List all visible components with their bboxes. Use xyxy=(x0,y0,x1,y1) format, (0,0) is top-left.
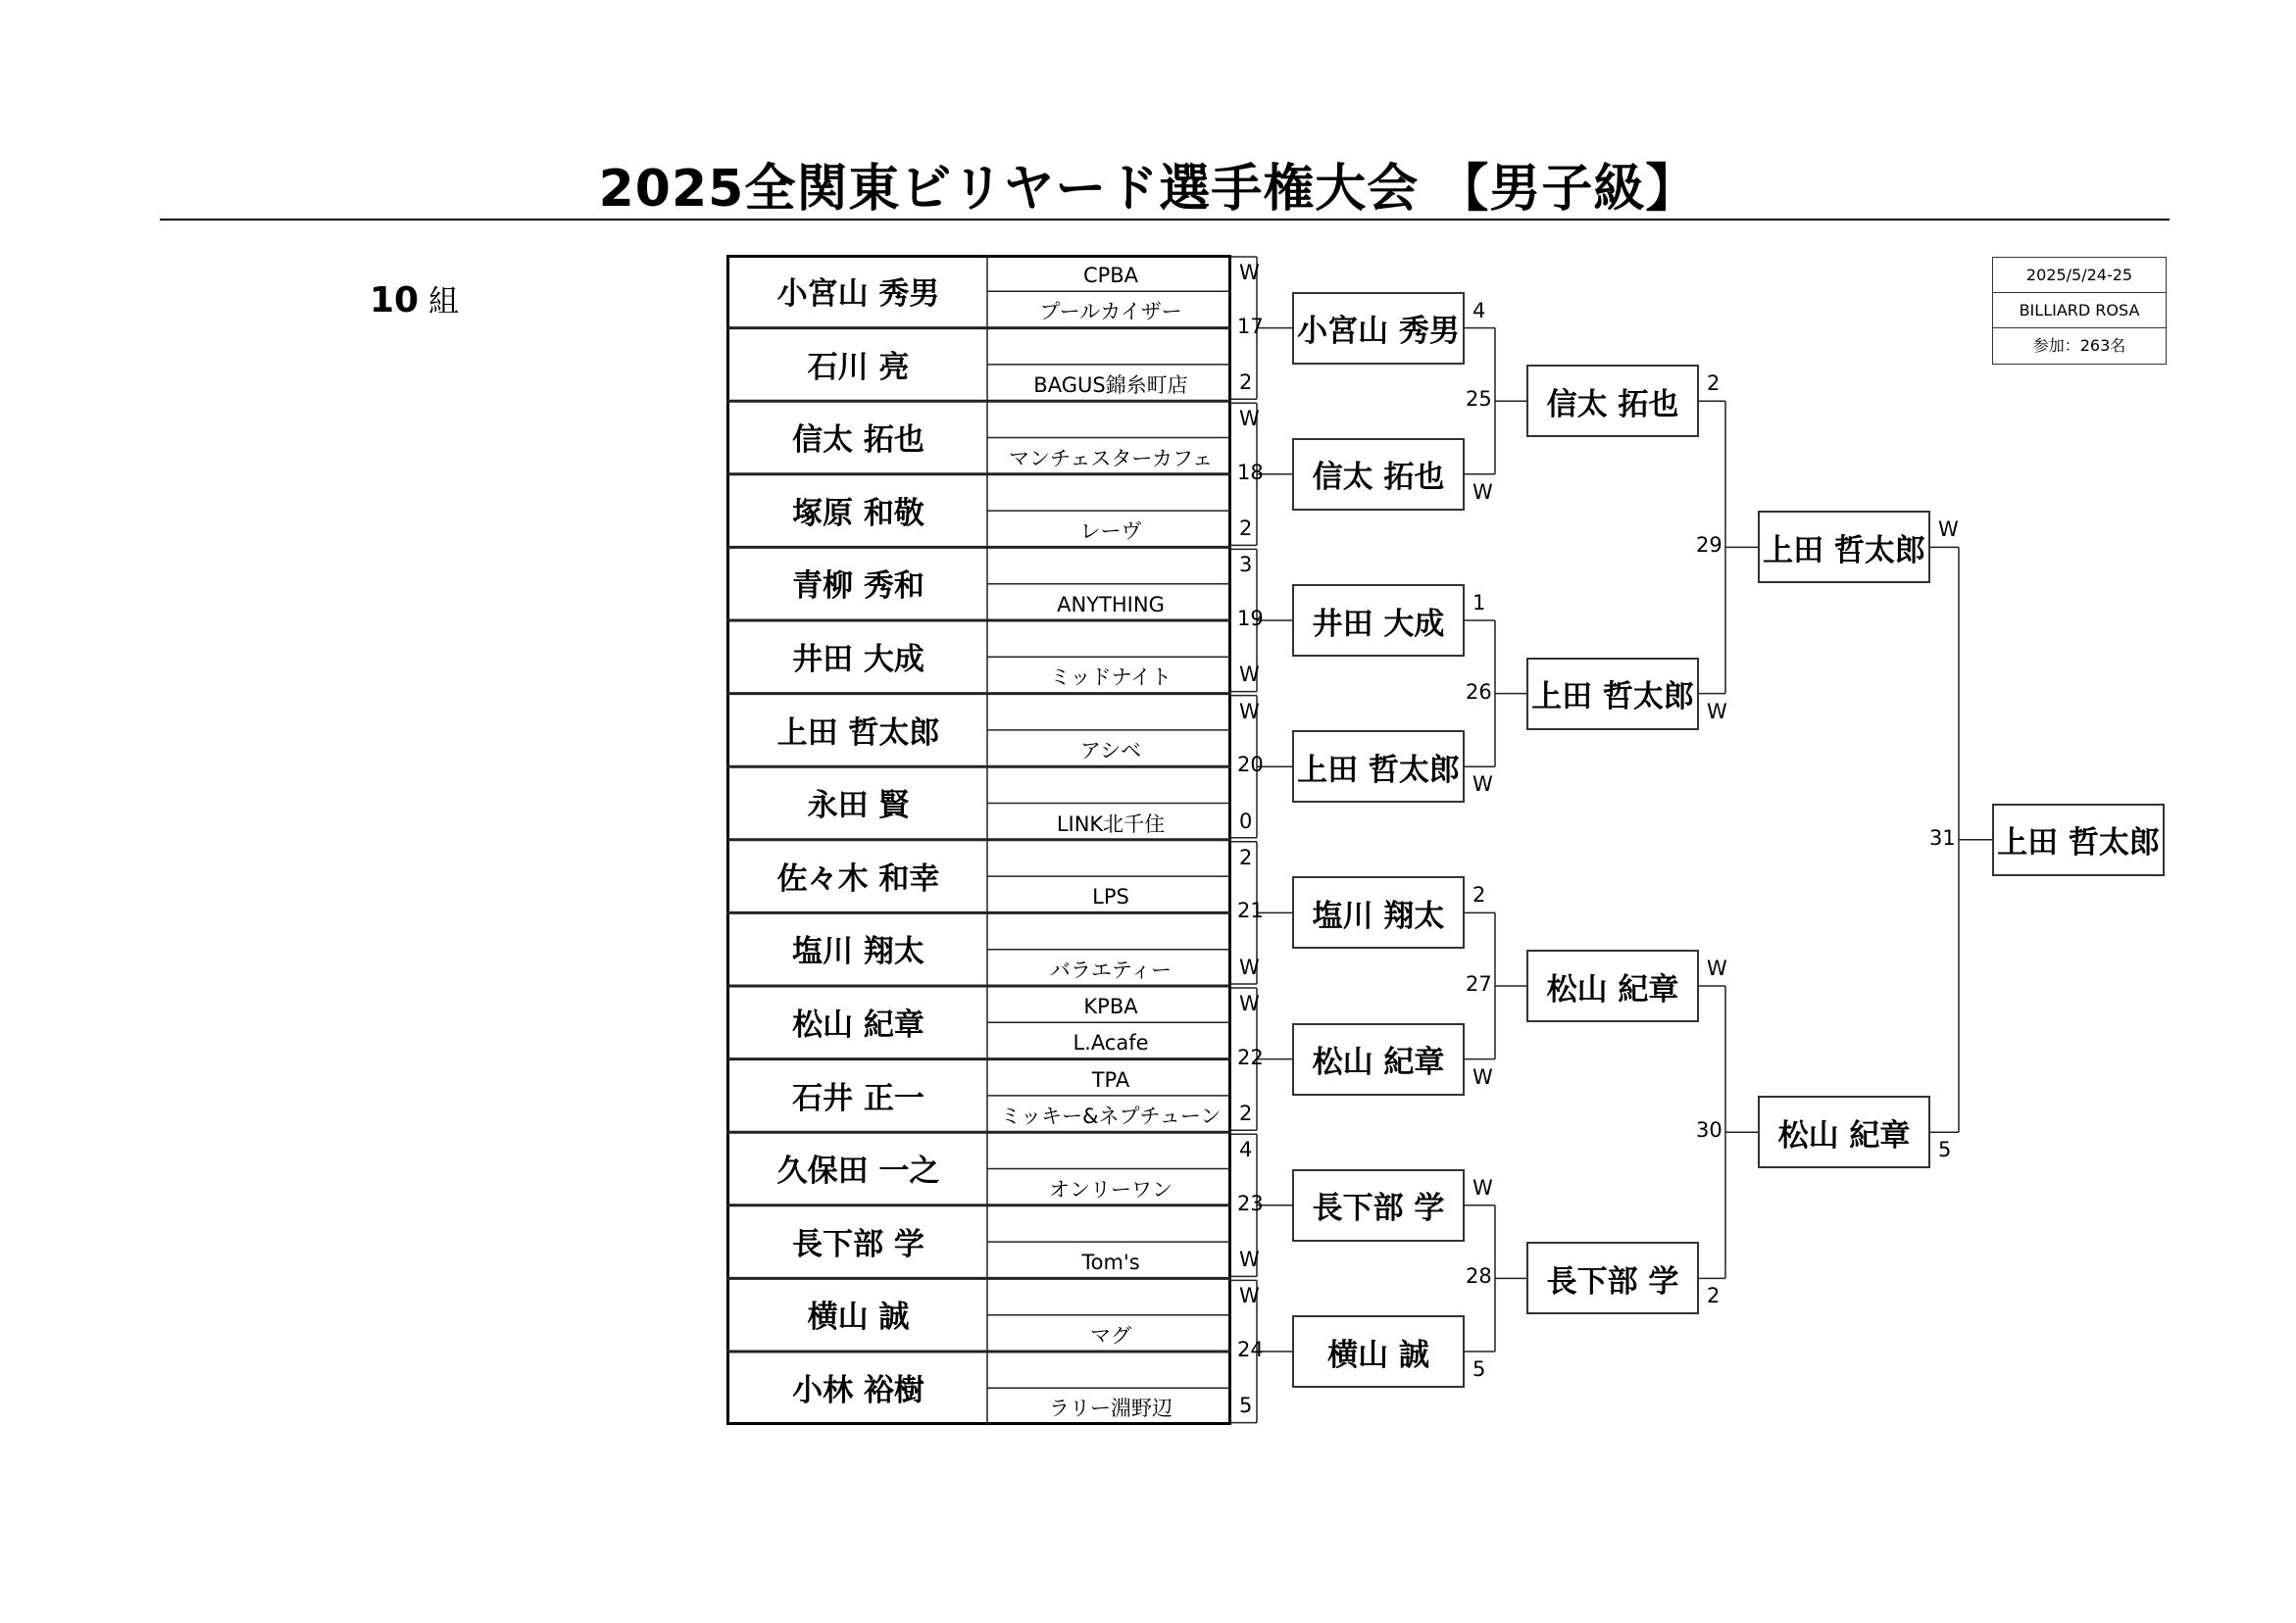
round3-player-box: 松山 紀章 xyxy=(1526,950,1699,1022)
entry-player-name: 小宮山 秀男 xyxy=(776,276,940,312)
match-number: 20 xyxy=(1237,753,1264,777)
round2-player-box: 塩川 翔太 xyxy=(1292,876,1465,949)
round-score: 5 xyxy=(1472,1357,1486,1381)
round-score: W xyxy=(1707,699,1727,723)
match-number: 17 xyxy=(1237,314,1264,338)
round-score: 4 xyxy=(1472,298,1486,322)
entry-club: マグ xyxy=(1090,1323,1131,1348)
entry-player-name: 塩川 翔太 xyxy=(792,934,924,970)
entry-player-name: 佐々木 和幸 xyxy=(776,861,940,897)
round2-player-box: 松山 紀章 xyxy=(1292,1023,1465,1096)
round-score: W xyxy=(1472,1064,1493,1089)
participant-count: 参加：263名 xyxy=(2032,336,2126,355)
event-venue: BILLIARD ROSA xyxy=(1993,293,2166,328)
match-number: 31 xyxy=(1929,825,1956,850)
match-number: 25 xyxy=(1466,387,1492,412)
entry-club: ミッドナイト xyxy=(1049,665,1173,690)
match-number: 28 xyxy=(1466,1264,1492,1289)
round2-player-box: 井田 大成 xyxy=(1292,584,1465,657)
champion-box: 上田 哲太郎 xyxy=(1992,804,2165,876)
entry-player-name: 長下部 学 xyxy=(792,1226,924,1262)
match-number: 22 xyxy=(1237,1045,1264,1069)
entry-club: オンリーワン xyxy=(1049,1177,1173,1202)
entry-club: マンチェスターカフェ xyxy=(1009,446,1213,470)
match-number: 29 xyxy=(1696,533,1722,558)
entry-player-name: 小林 裕樹 xyxy=(792,1373,924,1408)
round3-player-box: 上田 哲太郎 xyxy=(1526,658,1699,730)
entry-score: 3 xyxy=(1239,553,1253,577)
round-score: W xyxy=(1472,772,1493,797)
entry-score: 0 xyxy=(1239,809,1253,833)
entry-club: ミッキー&ネプチューン xyxy=(1000,1104,1222,1128)
entry-score: 5 xyxy=(1239,1394,1253,1418)
entry-player-name: 横山 誠 xyxy=(807,1300,910,1336)
entry-player-name: 上田 哲太郎 xyxy=(776,714,940,751)
entry-player-name: 久保田 一之 xyxy=(776,1154,940,1190)
entry-score: W xyxy=(1239,261,1260,284)
entry-player-name: 松山 紀章 xyxy=(792,1008,924,1043)
round2-player-box: 長下部 学 xyxy=(1292,1169,1465,1242)
match-number: 30 xyxy=(1696,1118,1722,1143)
entry-player-name: 石川 亮 xyxy=(807,349,910,385)
round-score: W xyxy=(1472,1175,1493,1200)
entry-player-name: 永田 賢 xyxy=(807,788,910,824)
round4-player-box: 上田 哲太郎 xyxy=(1758,511,1930,583)
round-score: 1 xyxy=(1472,591,1486,615)
entry-score: W xyxy=(1239,992,1260,1015)
entry-club: CPBA xyxy=(1082,264,1139,287)
round4-player-box: 松山 紀章 xyxy=(1758,1096,1930,1168)
round-score: 2 xyxy=(1707,1284,1721,1308)
entry-player-name: 塚原 和敬 xyxy=(792,495,924,531)
entry-club: ANYTHING xyxy=(1057,592,1165,616)
entry-score: 2 xyxy=(1239,1101,1253,1125)
entry-club: バラエティー xyxy=(1049,958,1173,982)
entry-score: 2 xyxy=(1239,516,1253,541)
entry-club: LINK北千住 xyxy=(1056,812,1166,836)
match-number: 23 xyxy=(1237,1191,1264,1215)
entry-score: W xyxy=(1239,699,1260,723)
round-score: W xyxy=(1938,517,1959,542)
entry-club: LPS xyxy=(1092,885,1129,910)
round-score: 5 xyxy=(1938,1138,1952,1162)
round-score: W xyxy=(1472,479,1493,504)
group-suffix: 組 xyxy=(428,284,460,320)
entry-club: Tom's xyxy=(1081,1251,1140,1275)
round-score: 2 xyxy=(1472,883,1486,908)
event-date: 2025/5/24-25 xyxy=(1993,258,2166,293)
round2-player-box: 小宮山 秀男 xyxy=(1292,292,1465,365)
match-number: 24 xyxy=(1237,1338,1264,1361)
entry-score: W xyxy=(1239,407,1260,431)
entry-score: W xyxy=(1239,1248,1260,1272)
entry-club: プールカイザー xyxy=(1039,300,1182,324)
entry-club: TPA xyxy=(1091,1067,1130,1092)
entry-player-name: 石井 正一 xyxy=(792,1080,924,1116)
round2-player-box: 横山 誠 xyxy=(1292,1315,1465,1388)
entry-club: ラリー淵野辺 xyxy=(1049,1397,1173,1421)
entry-player-name: 信太 拓也 xyxy=(792,422,924,459)
match-number: 21 xyxy=(1237,899,1264,923)
entry-score: W xyxy=(1239,1284,1260,1308)
entry-club: レーヴ xyxy=(1079,519,1142,544)
entry-score: W xyxy=(1239,663,1260,687)
match-number: 27 xyxy=(1466,972,1492,996)
page-title: 2025全関東ビリヤード選手権大会 【男子級】 xyxy=(598,160,1698,219)
entry-score: 4 xyxy=(1239,1138,1253,1162)
entry-player-name: 青柳 秀和 xyxy=(792,568,924,605)
round3-player-box: 長下部 学 xyxy=(1526,1242,1699,1314)
entry-club: アシベ xyxy=(1079,738,1142,762)
entry-club: L.Acafe xyxy=(1073,1031,1149,1056)
match-number: 26 xyxy=(1466,679,1492,704)
entry-score: W xyxy=(1239,955,1260,979)
round2-player-box: 信太 拓也 xyxy=(1292,438,1465,511)
round-score: W xyxy=(1707,957,1727,980)
match-number: 19 xyxy=(1237,607,1264,630)
group-number: 10 xyxy=(370,280,420,320)
entry-player-name: 井田 大成 xyxy=(792,642,924,677)
entry-score: 2 xyxy=(1239,845,1253,869)
entry-club: KPBA xyxy=(1083,995,1138,1018)
round3-player-box: 信太 拓也 xyxy=(1526,365,1699,437)
round-score: 2 xyxy=(1707,371,1721,396)
entry-club: BAGUS錦糸町店 xyxy=(1033,372,1188,397)
match-number: 18 xyxy=(1237,460,1264,484)
round2-player-box: 上田 哲太郎 xyxy=(1292,730,1465,803)
entry-score: 2 xyxy=(1239,369,1253,394)
